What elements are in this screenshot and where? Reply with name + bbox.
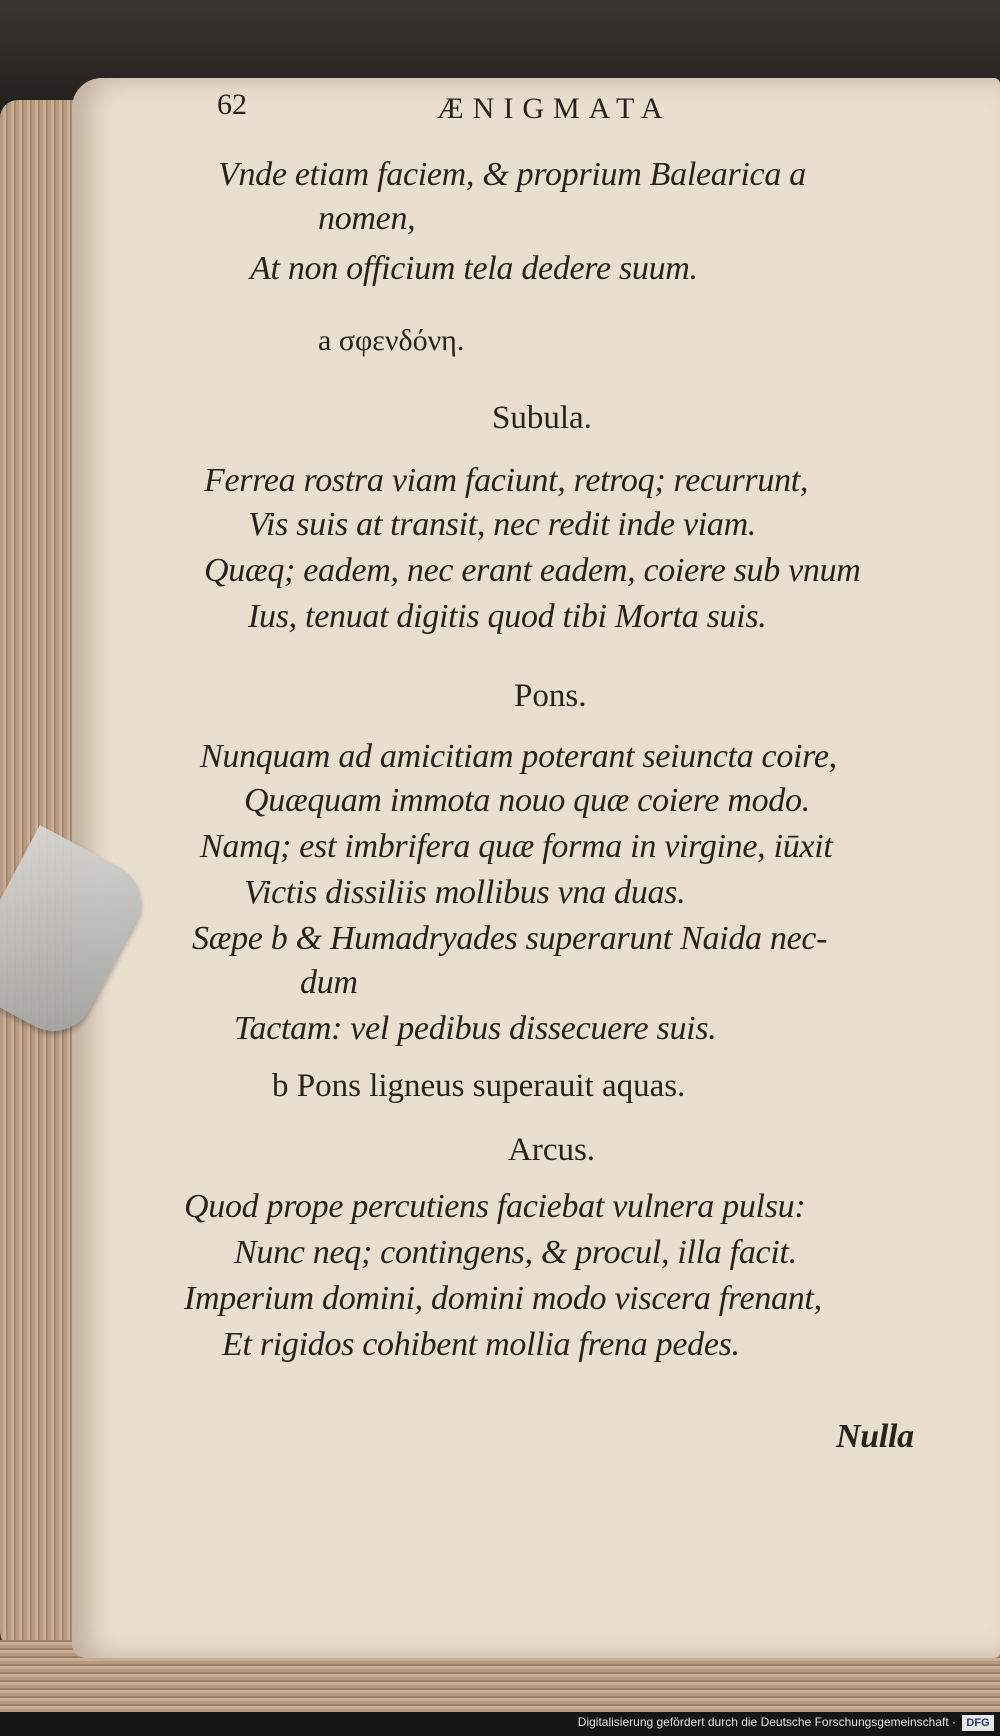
page-number: 62	[217, 88, 247, 121]
section-title: Subula.	[492, 400, 592, 436]
verse-line: Sæpe b & Humadryades superarunt Naida nec-	[192, 920, 828, 957]
verse-line: Nunc neq; contingens, & procul, illa facit.	[234, 1234, 797, 1271]
dfg-logo: DFG	[962, 1715, 994, 1731]
marginal-note: b Pons ligneus superauit aquas.	[272, 1068, 686, 1104]
verse-line: Nunquam ad amicitiam poterant seiuncta coire,	[200, 738, 837, 775]
verse-line: Namq; est imbrifera quæ forma in virgine, iūxit	[200, 828, 833, 865]
verse-line: Ius, tenuat digitis quod tibi Morta suis.	[248, 598, 767, 635]
verse-line: Quæquam immota nouo quæ coiere modo.	[244, 782, 810, 819]
verse-line: nomen,	[318, 200, 416, 237]
section-title: Arcus.	[508, 1132, 596, 1168]
verse-line: Imperium domini, domini modo viscera frenant,	[184, 1280, 822, 1317]
verse-line: dum	[300, 964, 358, 1001]
verse-line: Tactam: vel pedibus dissecuere suis.	[234, 1010, 717, 1047]
book-page	[72, 78, 1000, 1658]
section-title: Pons.	[514, 678, 587, 714]
catchword: Nulla	[836, 1418, 914, 1455]
verse-line: Vis suis at transit, nec redit inde viam.	[248, 506, 757, 543]
verse-line: Vnde etiam faciem, & proprium Balearica a	[218, 156, 806, 193]
verse-line: Et rigidos cohibent mollia frena pedes.	[222, 1326, 740, 1363]
verse-line: At non officium tela dedere suum.	[250, 250, 698, 287]
running-title: ÆNIGMATA	[437, 92, 672, 125]
footer-credit: Digitalisierung gefördert durch die Deutsche Forschungsgemeinschaft ·	[577, 1715, 956, 1729]
verse-line: Victis dissiliis mollibus vna duas.	[244, 874, 686, 911]
verse-line: Ferrea rostra viam faciunt, retroq; recurrunt,	[204, 462, 809, 499]
verse-line: Quod prope percutiens faciebat vulnera pulsu:	[184, 1188, 806, 1225]
verse-line: Quæq; eadem, nec erant eadem, coiere sub vnum	[204, 552, 861, 589]
marginal-note: a σφενδόνη.	[318, 324, 465, 357]
